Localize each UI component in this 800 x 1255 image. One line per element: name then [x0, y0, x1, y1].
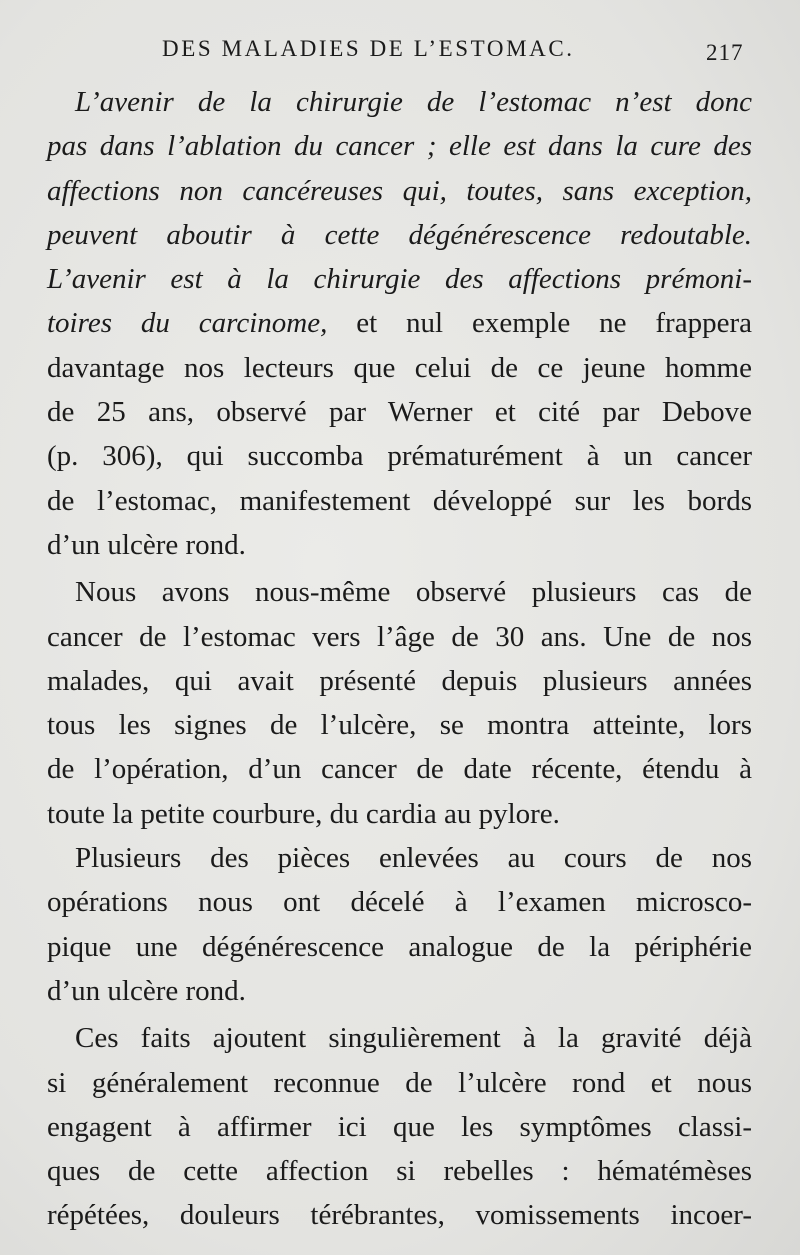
text-span: toute la petite courbure, du cardia au pylore. [47, 797, 560, 830]
text-span: répétées, douleurs térébrantes, vomissements incoer- [47, 1199, 752, 1232]
text-span: pique une dégénérescence analogue de la périphérie [47, 930, 752, 963]
body-text [47, 80, 752, 1238]
text-span: si généralement reconnue de l’ulcère rond et nous [47, 1066, 752, 1099]
text-span: toires du carcinome, [47, 307, 328, 340]
text-line [47, 213, 752, 257]
text-line [47, 124, 752, 168]
text-line [47, 346, 752, 390]
text-line [47, 703, 752, 747]
text-span: engagent à affirmer ici que les symptômes classi- [47, 1110, 752, 1143]
text-line [47, 1149, 752, 1193]
text-line [47, 434, 752, 478]
running-title: DES MALADIES DE L’ESTOMAC. [162, 36, 575, 61]
text-span: Plusieurs des pièces enlevées au cours de nos [75, 842, 752, 875]
text-span: tous les signes de l’ulcère, se montra atteinte, lors [47, 709, 752, 742]
page-number: 217 [706, 40, 744, 65]
text-line [47, 257, 752, 301]
text-line [47, 1061, 752, 1105]
text-span: d’un ulcère rond. [47, 528, 246, 561]
text-span: malades, qui avait présenté depuis plusieurs années [47, 664, 752, 697]
text-span: (p. 306), qui succomba prématurément à un cancer [47, 440, 752, 473]
text-span: affections non cancéreuses qui, toutes, sans exception, [47, 174, 752, 207]
text-line [47, 969, 752, 1013]
text-line [47, 570, 752, 614]
text-line [47, 1193, 752, 1237]
text-line [47, 659, 752, 703]
text-span: cancer de l’estomac vers l’âge de 30 ans. Une de nos [47, 620, 752, 653]
text-span: de 25 ans, observé par Werner et cité par Debove [47, 396, 752, 429]
text-line [47, 523, 752, 567]
text-line [47, 615, 752, 659]
text-span: de l’opération, d’un cancer de date récente, étendu à [47, 753, 752, 786]
text-line [47, 479, 752, 523]
text-line [47, 925, 752, 969]
text-line [47, 880, 752, 924]
text-span: L’avenir de la chirurgie de l’estomac n’est donc [75, 86, 752, 118]
text-span: de l’estomac, manifestement développé sur les bords [47, 484, 752, 517]
text-line [47, 747, 752, 791]
text-line [47, 1016, 752, 1060]
text-span: davantage nos lecteurs que celui de ce jeune homme [47, 351, 752, 384]
text-span: pas dans l’ablation du cancer ; elle est dans la cure des [47, 130, 752, 163]
text-line [47, 80, 752, 124]
text-span: opérations nous ont décelé à l’examen microsco- [47, 886, 752, 919]
text-line [47, 792, 752, 836]
running-head [0, 33, 800, 73]
text-span: et nul exemple ne frappera [327, 307, 752, 340]
text-line [47, 390, 752, 434]
text-span: L’avenir est à la chirurgie des affections prémoni- [47, 263, 752, 296]
text-line [47, 301, 752, 345]
text-line [47, 1105, 752, 1149]
text-span: ques de cette affection si rebelles : hématémèses [47, 1155, 752, 1188]
text-line [47, 169, 752, 213]
text-line [47, 836, 752, 880]
text-span: peuvent aboutir à cette dégénérescence redoutable. [47, 218, 752, 251]
text-span: Ces faits ajoutent singulièrement à la gravité déjà [75, 1022, 752, 1055]
text-span: d’un ulcère rond. [47, 974, 246, 1007]
text-span: Nous avons nous-même observé plusieurs cas de [75, 576, 752, 609]
